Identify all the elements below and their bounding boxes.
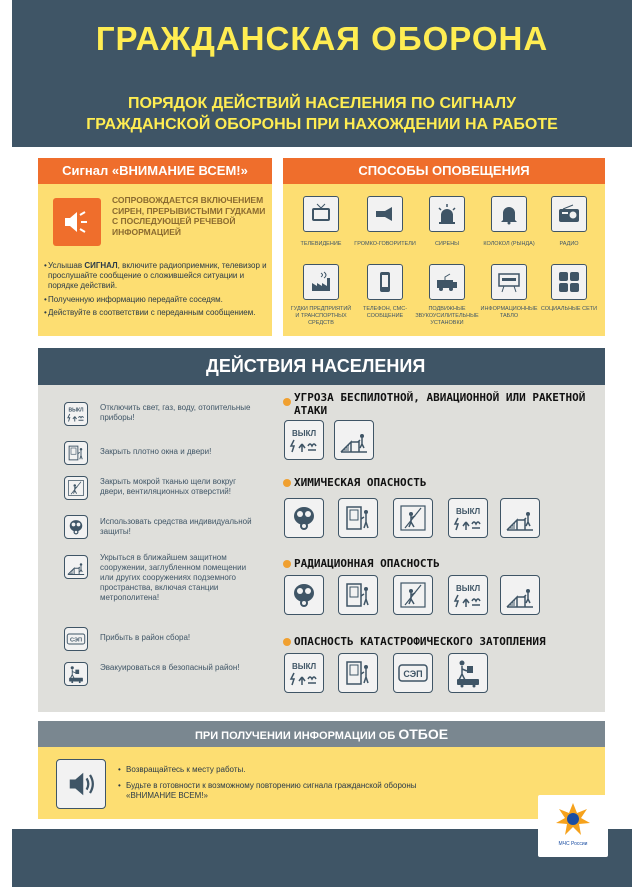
radio-icon: [551, 196, 587, 232]
siren-icon: [429, 196, 465, 232]
subtitle-line-1: ПОРЯДОК ДЕЙСТВИЙ НАСЕЛЕНИЯ ПО СИГНАЛУ: [127, 95, 517, 112]
signal-bullet-1: [44, 261, 268, 291]
threat-dot: [283, 479, 291, 487]
social-networks-icon: [551, 264, 587, 300]
sep-icon: [393, 653, 433, 693]
bullet-text: Возвращайтесь к месту работы.: [126, 765, 246, 774]
evacuation-icon: [64, 662, 88, 686]
bell-icon: [491, 196, 527, 232]
action-item-7: Эвакуироваться в безопасный район!: [100, 663, 240, 672]
method-label-tv: ТЕЛЕВИДЕНИЕ: [300, 241, 342, 247]
otboy-header: [38, 721, 605, 747]
action-item-2: Закрыть плотно окна и двери!: [100, 447, 212, 456]
method-label-radio: РАДИО: [559, 241, 579, 247]
shelter-icon: [500, 498, 540, 538]
otboy-bullet-2: [118, 781, 456, 801]
actions-panel: [38, 385, 605, 712]
speaker-icon: [56, 759, 106, 809]
otboy-bullet-1: [118, 765, 446, 775]
action-item-6: Прибыть в район сбора!: [100, 633, 191, 642]
method-label-mobile: ПОДВИЖНЫЕ ЗВУКОУСИЛИТЕЛЬНЫЕ УСТАНОВКИ: [415, 306, 479, 326]
shelter-icon: [334, 420, 374, 460]
signal-description: СОПРОВОЖДАЕТСЯ ВКЛЮЧЕНИЕМ СИРЕН, ПРЕРЫВИСТЫМИ ГУДКАМИ С ПОСЛЕДУЮЩЕЙ РЕЧЕВОЙ ИНФОРМАЦИЕЙ: [112, 195, 266, 237]
vykl-icon: [448, 575, 488, 615]
method-label-social: СОЦИАЛЬНЫЕ СЕТИ: [540, 306, 598, 312]
otboy-title-prefix: ПРИ ПОЛУЧЕНИИ ИНФОРМАЦИИ ОБ: [194, 730, 399, 742]
signal-header: [38, 158, 272, 184]
method-label-board: ИНФОРМАЦИОННЫЕ ТАБЛО: [480, 306, 538, 319]
door-icon: [338, 498, 378, 538]
bullet-text-b: , включите радиоприемник, телевизор и прослушайте сообщение о сложившейся ситуации и порядке действий.: [48, 261, 267, 290]
sep-icon: [64, 627, 88, 651]
signal-title-quote: «ВНИМАНИЕ ВСЕМ!»: [111, 163, 248, 178]
methods-header: СПОСОБЫ ОПОВЕЩЕНИЯ: [283, 158, 605, 184]
wet-cloth-icon: [393, 575, 433, 615]
speaker-icon: [53, 198, 101, 246]
wet-cloth-icon: [64, 476, 88, 500]
method-label-bell: КОЛОКОЛ (РЫНДА): [483, 241, 535, 247]
logo-text: МЧС России: [558, 841, 588, 847]
door-icon: [338, 653, 378, 693]
bullet-text: Полученную информацию передайте соседям.: [48, 295, 223, 304]
vykl-icon: [284, 653, 324, 693]
actions-title: ДЕЙСТВИЯ НАСЕЛЕНИЯ: [206, 356, 426, 376]
methods-panel: [283, 158, 605, 336]
tv-icon: [303, 196, 339, 232]
bullet-text: Будьте в готовности к возможному повторению сигнала гражданской обороны «ВНИМАНИЕ ВСЕМ!»: [126, 781, 417, 800]
vykl-icon: [448, 498, 488, 538]
bullet-text-a: Услышав: [48, 261, 85, 270]
vykl-icon: [64, 402, 88, 426]
action-item-1: Отключить свет, газ, воду, отопительные приборы!: [100, 403, 251, 422]
threat-dot: [283, 638, 291, 646]
threat-dot: [283, 398, 291, 406]
door-icon: [64, 441, 88, 465]
otboy-title-strong: ОТБОЕ: [398, 726, 449, 742]
otboy-panel: [38, 747, 605, 819]
emercom-emblem-icon: [555, 801, 591, 837]
threat-title-flood: ОПАСНОСТЬ КАТАСТРОФИЧЕСКОГО ЗАТОПЛЕНИЯ: [294, 635, 546, 648]
action-item-3: Закрыть мокрой тканью щели вокруг двери, вентиляционных отверстий!: [100, 477, 237, 496]
shelter-icon: [500, 575, 540, 615]
method-label-factory: ГУДКИ ПРЕДПРИЯТИЙ И ТРАНСПОРТНЫХ СРЕДСТВ: [290, 306, 352, 326]
page-title: ГРАЖДАНСКАЯ ОБОРОНА: [95, 20, 549, 57]
subtitle-line-2: ГРАЖДАНСКОЙ ОБОРОНЫ ПРИ НАХОЖДЕНИИ НА РАБОТЕ: [86, 116, 558, 133]
evacuation-icon: [448, 653, 488, 693]
threat-title-attack: УГРОЗА БЕСПИЛОТНОЙ, АВИАЦИОННОЙ ИЛИ РАКЕТНОЙ АТАКИ: [294, 391, 586, 417]
signal-bullet-3: [44, 308, 268, 318]
page-subtitle: [12, 93, 632, 135]
phone-icon: [367, 264, 403, 300]
wet-cloth-icon: [393, 498, 433, 538]
gas-mask-icon: [64, 515, 88, 539]
bullet-mark: •: [118, 765, 121, 774]
page-header: [12, 0, 632, 147]
logo-box: [538, 795, 608, 857]
vykl-icon: [284, 420, 324, 460]
signal-bullet-2: [44, 295, 268, 305]
info-board-icon: [491, 264, 527, 300]
threat-dot: [283, 560, 291, 568]
threat-title-radiation: РАДИАЦИОННАЯ ОПАСНОСТЬ: [294, 557, 440, 570]
signal-panel: [38, 158, 272, 336]
action-item-4: Использовать средства индивидуальной защиты!: [100, 517, 252, 536]
mobile-speaker-icon: [429, 264, 465, 300]
door-icon: [338, 575, 378, 615]
bullet-mark: •: [118, 781, 121, 790]
bullet-mark: •: [44, 261, 47, 270]
gas-mask-icon: [284, 575, 324, 615]
action-item-5: Укрыться в ближайшем защитном сооружении, заглубленном помещении или других сооружениях подземного пространства, включая станции метрополитена!: [100, 553, 247, 602]
signal-title-prefix: Сигнал: [62, 163, 109, 178]
threat-title-chemical: ХИМИЧЕСКАЯ ОПАСНОСТЬ: [294, 476, 427, 489]
bullet-text-strong: СИГНАЛ: [84, 261, 118, 270]
method-label-phone: ТЕЛЕФОН, СМС-СООБЩЕНИЕ: [362, 306, 408, 319]
method-label-loudspeaker: ГРОМКО-ГОВОРИТЕЛИ: [354, 241, 416, 247]
bullet-mark: •: [44, 308, 47, 317]
actions-header: [38, 348, 605, 385]
loudspeaker-icon: [367, 196, 403, 232]
method-label-siren: СИРЕНЫ: [434, 241, 460, 247]
shelter-icon: [64, 555, 88, 579]
bullet-text: Действуйте в соответствии с переданным сообщением.: [48, 308, 256, 317]
bullet-mark: •: [44, 295, 47, 304]
factory-horn-icon: [303, 264, 339, 300]
gas-mask-icon: [284, 498, 324, 538]
